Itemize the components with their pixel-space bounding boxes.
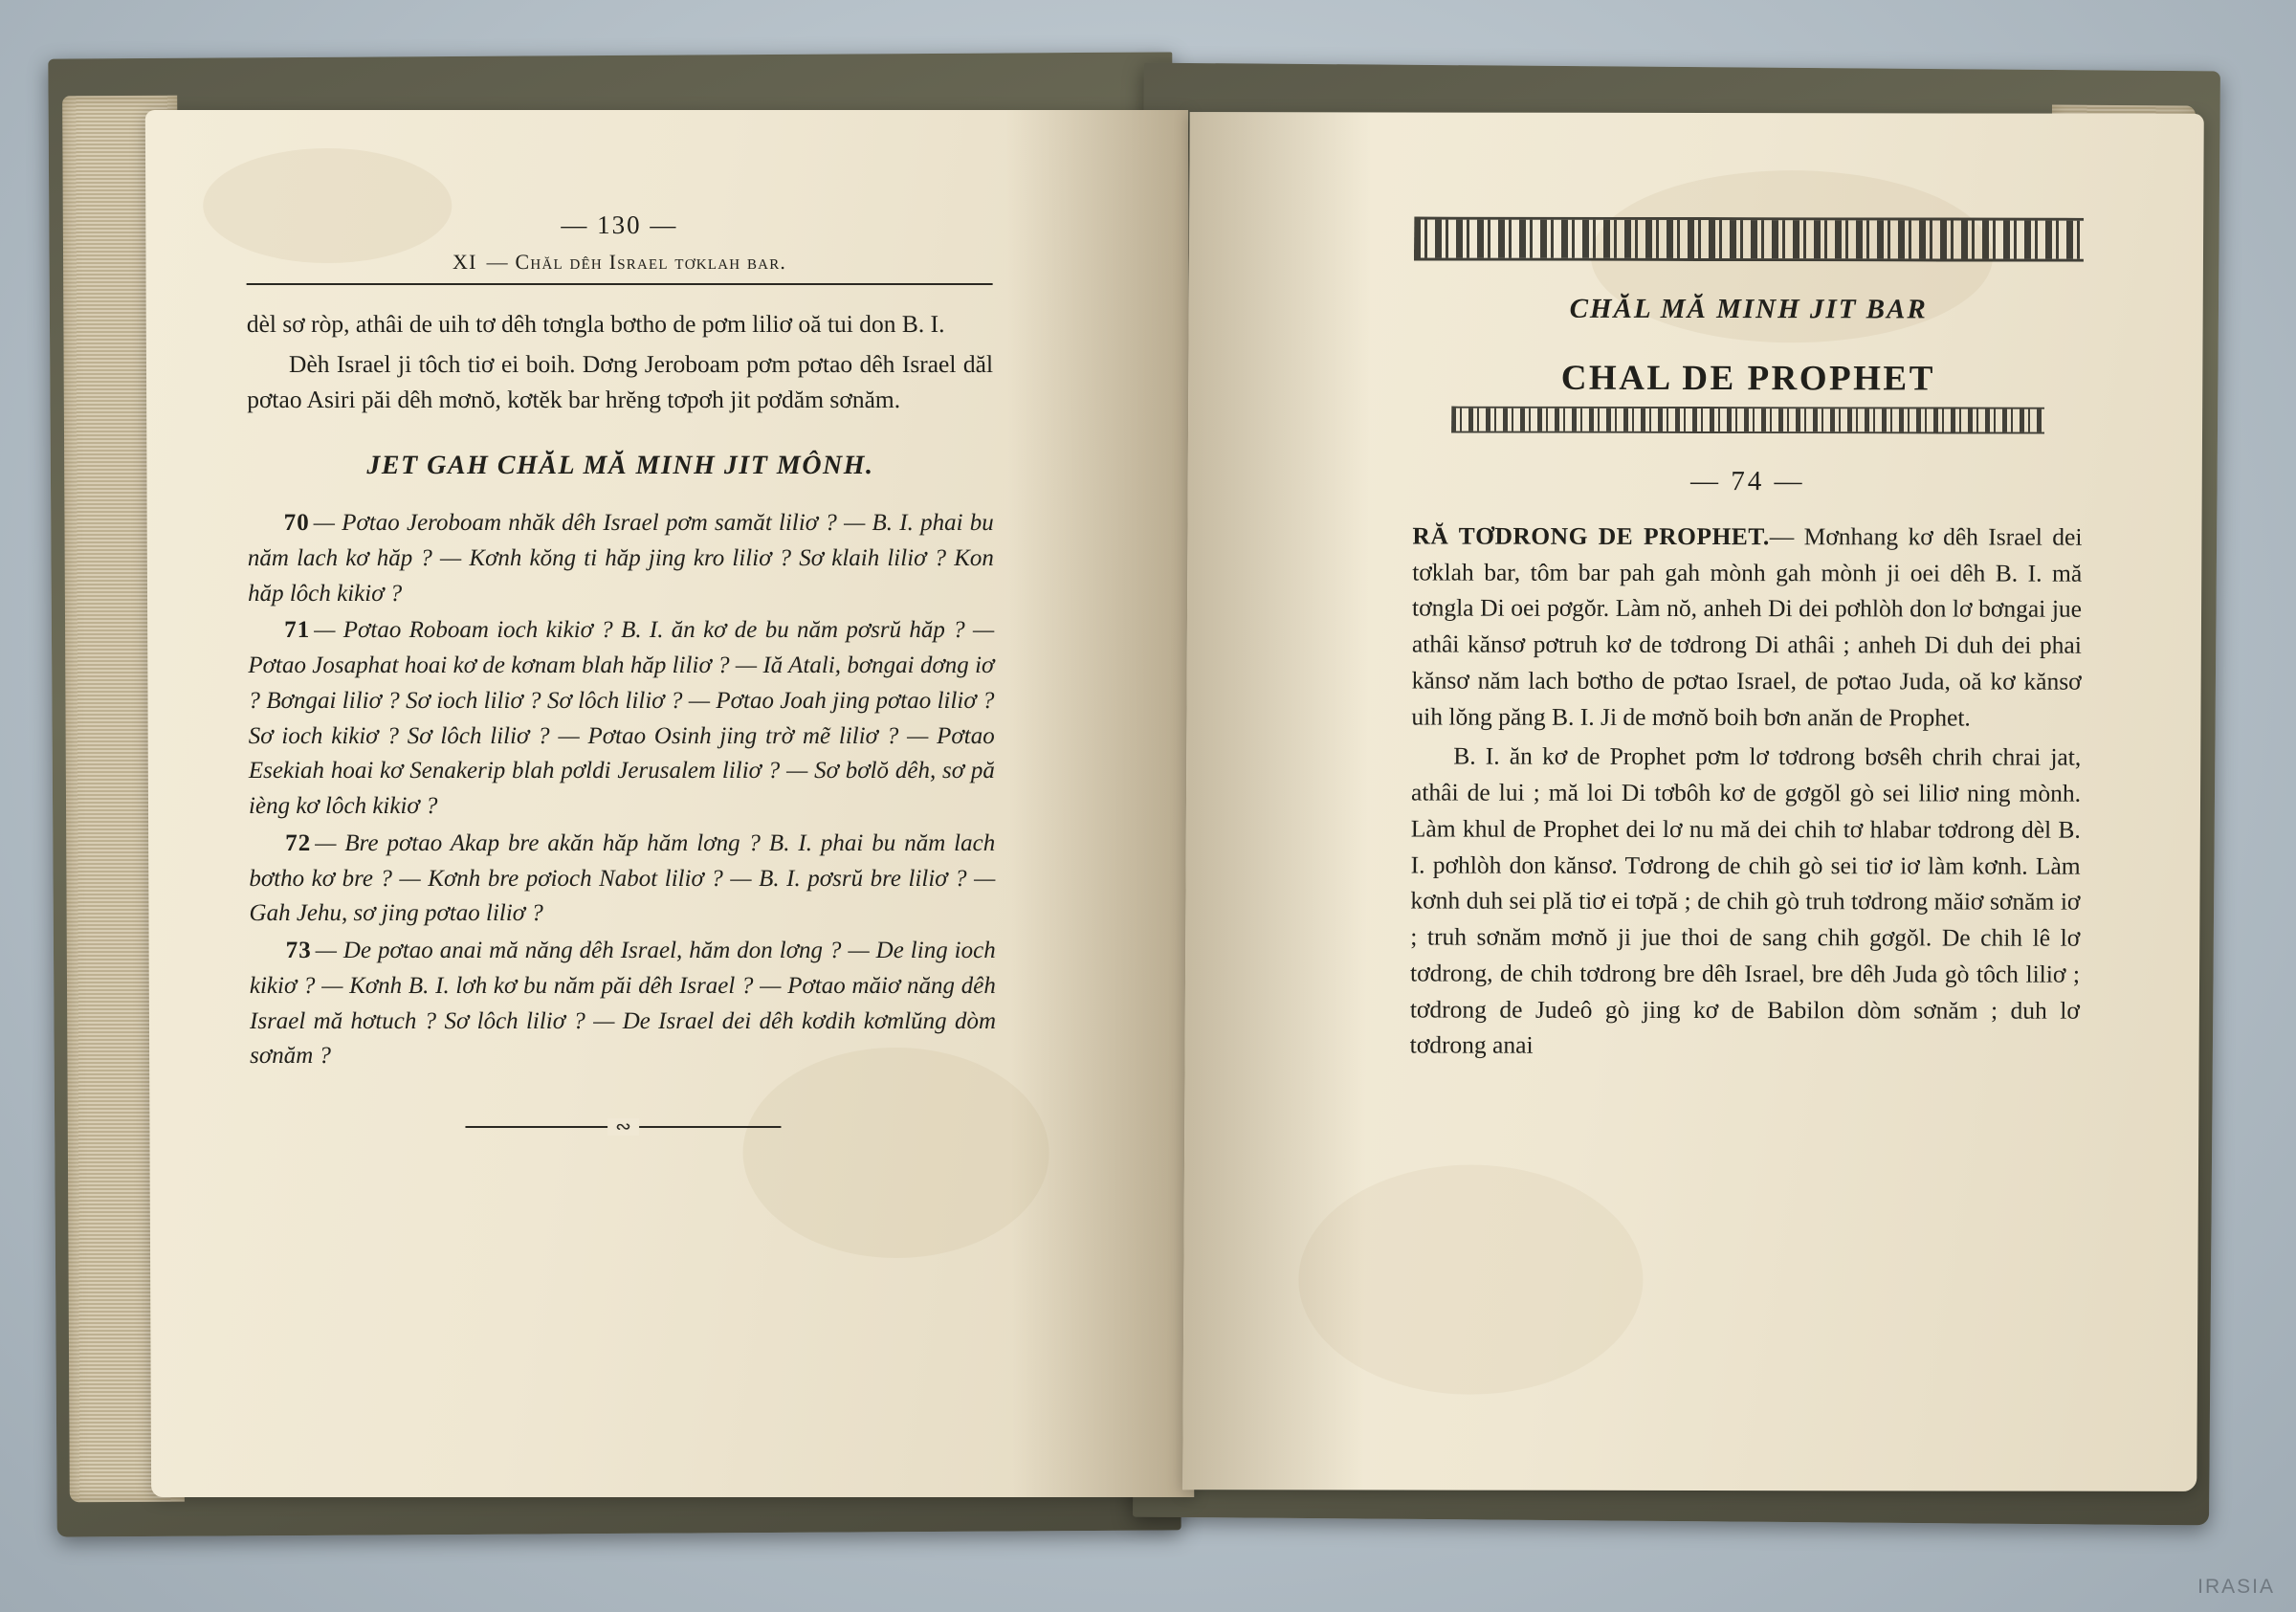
paragraph: B. I. ăn kơ de Prophet pơm lơ tơdrong bơsêh chrih chrai jat, athâi de lui ; mă loi Di tơbôh kơ de gơgŏl gò sei liliơ ning mònh. Làm khul de Prophet dei lơ nu mă dei chih tơ hlabar tơdrong dèl B. I. pơhlòh don kănsơ. Tơdrong de chih gò sei tiơ iơ làm kơnh. Làm kơnh duh sei plă tiơ ei tơpă ; de chih gò truh tơdrong măiơ sơnăm iơ ; truh sơnăm mơnŏ ji jue thoi de sang chih gơgŏl. De chih lê lơ tơdrong, de chih tơdrong bre dêh Israel, bre dêh Juda gò tôch liliơ ; tơdrong de Judeô gò jing kơ de Babilon dòm sơnăm ; duh lơ tơdrong anai: [1409, 741, 2082, 1059]
question-number: 70: [283, 510, 310, 537]
paragraph: dèl sơ ròp, athâi de uih tơ dêh tơngla bơtho de pơm liliơ oă tui don B. I.: [246, 310, 945, 339]
page-folio-left: — 130 —: [561, 210, 678, 240]
swash-ornament-icon: ∾: [607, 1118, 639, 1136]
right-page-text-block: [1410, 212, 2085, 1068]
question-item: [248, 613, 995, 824]
section-number: — 74 —: [1689, 465, 1805, 497]
lead-heading: RĂ TƠDRONG DE PROPHET.: [1412, 521, 1770, 551]
running-head-chapter-number: XI: [452, 250, 477, 275]
running-head-title: — Chăl dêh Israel tơklah bar.: [486, 250, 787, 275]
right-page: [1182, 112, 2204, 1491]
ornamental-band-small-icon: [1451, 407, 2044, 434]
question-text: — De pơtao anai mă năng dêh Israel, hăm don lơng ? — De ling ioch kikiơ ? — Kơnh B. I. lơh kơ bu năm păi dêh Israel ? — Pơtao măiơ năng dêh Israel mă hơtuch ? Sơ lôch liliơ ? — De Israel dei dêh kơdih kơmlŭng dòm sơnăm ?: [249, 938, 997, 1070]
running-head-left: [246, 250, 992, 285]
question-item: [250, 934, 997, 1074]
section-heading-left: JET GAH CHĂL MĂ MINH JIT MÔNH.: [366, 451, 874, 481]
question-text: — Pơtao Jeroboam nhăk dêh Israel pơm samăt liliơ ? — B. I. phai bu năm lach kơ hăp ? — Kơnh kŏng ti hăp jing kro liliơ ? Sơ klaih liliơ ? Kon hăp lôch kikiơ ?: [247, 510, 994, 607]
left-page: [145, 110, 1194, 1497]
part-title: CHĂL MĂ MINH JIT BAR: [1569, 293, 1928, 325]
left-page-text-block: [246, 210, 996, 1136]
question-number: 72: [285, 829, 312, 856]
question-number: 73: [285, 938, 312, 964]
decorative-rule: [465, 1118, 781, 1136]
paragraph: Dèh Israel ji tôch tiơ ei boih. Dơng Jeroboam pơm pơtao dêh Israel dăl pơtao Asiri păi dêh mơnŏ, kơtĕk bar hrĕng tơpơh jit pơdăm sơnăm.: [247, 349, 994, 414]
question-item: [249, 827, 995, 932]
question-item: [248, 506, 994, 611]
lead-paragraph-text: — Mơnhang kơ dêh Israel dei tơklah bar, tôm bar pah gah mònh gah mònh ji oei dêh B. I. mă tơngla Di oei pơgŏr. Làm nŏ, anheh Di dei pơhlòh don lơ bơngai jue athâi kănsơ pơtruh kơ de tơdrong Di athâi ; anheh Di duh dei phai kănsơ năm lach bơtho de pơtao Israel, de pơtao Juda, oă kơ kănsơ uih lŏng păng B. I. Ji de mơnŏ boih bơn anăn de Prophet.: [1411, 522, 2083, 732]
lead-paragraph: [1411, 518, 2082, 736]
question-text: — Pơtao Roboam ioch kikiơ ? B. I. ăn kơ de bu năm pơsrŭ hăp ? — Pơtao Josaphat hoai kơ de kơnam blah hăp liliơ ? — Iă Atali, bơngai dơng iơ ? Bơngai liliơ ? Sơ ioch liliơ ? Sơ lôch liliơ ? — Pơtao Joah jing pơtao liliơ ? Sơ ioch kikiơ ? Sơ lôch liliơ ? — Pơtao Osinh jing trờ mẽ liliơ ? — Pơtao Esekiah hoai kơ Senakerip blah pơldi Jerusalem liliơ ? — Sơ bơlŏ dêh, sơ pă ièng kơ lôch kikiơ ?: [248, 617, 995, 820]
image-credit: IRASIA: [2197, 1576, 2275, 1598]
question-text: — Bre pơtao Akap bre akăn hăp hăm lơng ? B. I. phai bu năm lach bơtho kơ bre ? — Kơnh bre pơioch Nabot liliơ ? — B. I. pơsrŭ bre liliơ ? — Gah Jehu, sơ jing pơtao liliơ ?: [249, 829, 996, 927]
question-number: 71: [284, 617, 311, 644]
chapter-title: CHAL DE PROPHET: [1560, 358, 1935, 399]
open-book: [53, 38, 2215, 1569]
ornamental-band-icon: [1414, 216, 2084, 261]
